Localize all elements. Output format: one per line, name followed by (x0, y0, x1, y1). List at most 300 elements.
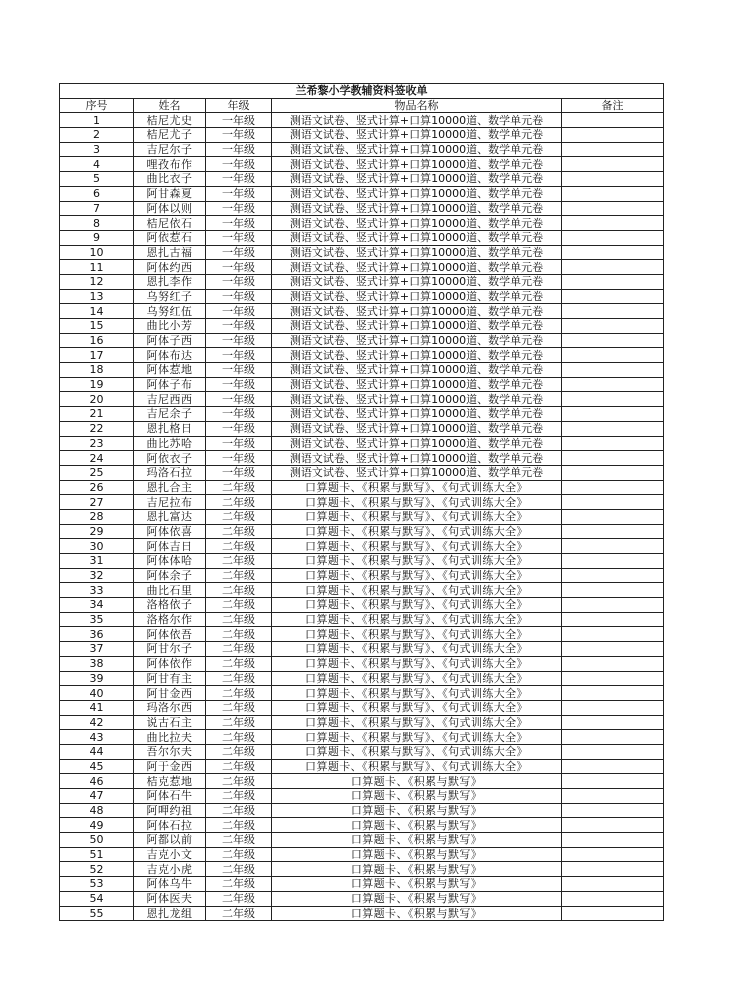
table-row (60, 465, 664, 480)
row-items: 口算题卡、《积累与默写》、《句式训练大全》 (272, 568, 562, 583)
row-remark (562, 568, 664, 583)
row-grade: 二年级 (206, 818, 272, 833)
row-items: 测语文试卷、竖式计算+口算10000道、数学单元卷 (272, 319, 562, 334)
table-row (60, 392, 664, 407)
row-remark (562, 392, 664, 407)
row-items: 口算题卡、《积累与默写》、《句式训练大全》 (272, 480, 562, 495)
row-grade: 二年级 (206, 803, 272, 818)
table-row (60, 759, 664, 774)
row-items: 口算题卡、《积累与默写》、《句式训练大全》 (272, 671, 562, 686)
table-row (60, 172, 664, 187)
row-grade: 一年级 (206, 421, 272, 436)
row-student-name: 乌努红子 (134, 289, 206, 304)
row-items: 测语文试卷、竖式计算+口算10000道、数学单元卷 (272, 377, 562, 392)
row-number: 44 (60, 744, 134, 759)
row-remark (562, 274, 664, 289)
row-items: 口算题卡、《积累与默写》、《句式训练大全》 (272, 730, 562, 745)
row-number: 35 (60, 612, 134, 627)
row-grade: 一年级 (206, 465, 272, 480)
row-remark (562, 700, 664, 715)
row-items: 测语文试卷、竖式计算+口算10000道、数学单元卷 (272, 333, 562, 348)
row-number: 37 (60, 642, 134, 657)
row-number: 36 (60, 627, 134, 642)
row-number: 8 (60, 216, 134, 231)
row-student-name: 阿于金西 (134, 759, 206, 774)
row-student-name: 阿体依作 (134, 656, 206, 671)
row-grade: 二年级 (206, 730, 272, 745)
row-number: 15 (60, 319, 134, 334)
row-number: 50 (60, 833, 134, 848)
row-grade: 一年级 (206, 142, 272, 157)
row-number: 26 (60, 480, 134, 495)
row-remark (562, 245, 664, 260)
table-row (60, 847, 664, 862)
table-row (60, 730, 664, 745)
row-remark (562, 686, 664, 701)
table-row (60, 744, 664, 759)
row-remark (562, 891, 664, 906)
table-row (60, 554, 664, 569)
row-items: 测语文试卷、竖式计算+口算10000道、数学单元卷 (272, 157, 562, 172)
row-items: 口算题卡、《积累与默写》、《句式训练大全》 (272, 598, 562, 613)
row-grade: 二年级 (206, 774, 272, 789)
table-row (60, 319, 664, 334)
row-remark (562, 495, 664, 510)
row-student-name: 阿体依喜 (134, 524, 206, 539)
row-grade: 二年级 (206, 568, 272, 583)
table-row (60, 128, 664, 143)
row-number: 55 (60, 906, 134, 921)
row-remark (562, 583, 664, 598)
row-student-name: 桔克惹地 (134, 774, 206, 789)
row-number: 5 (60, 172, 134, 187)
row-number: 3 (60, 142, 134, 157)
table-row (60, 862, 664, 877)
row-number: 7 (60, 201, 134, 216)
row-items: 口算题卡、《积累与默写》 (272, 833, 562, 848)
table-row (60, 407, 664, 422)
row-remark (562, 803, 664, 818)
row-student-name: 洛格尔作 (134, 612, 206, 627)
row-number: 46 (60, 774, 134, 789)
row-number: 33 (60, 583, 134, 598)
row-items: 测语文试卷、竖式计算+口算10000道、数学单元卷 (272, 260, 562, 275)
row-number: 32 (60, 568, 134, 583)
row-student-name: 吾尔尔夫 (134, 744, 206, 759)
row-grade: 一年级 (206, 348, 272, 363)
row-student-name: 阿体子布 (134, 377, 206, 392)
row-remark (562, 789, 664, 804)
table-row (60, 568, 664, 583)
row-grade: 二年级 (206, 891, 272, 906)
row-remark (562, 186, 664, 201)
row-remark (562, 906, 664, 921)
row-student-name: 阿体以则 (134, 201, 206, 216)
table-row (60, 436, 664, 451)
row-grade: 一年级 (206, 172, 272, 187)
row-student-name: 阿体布达 (134, 348, 206, 363)
table-row (60, 260, 664, 275)
row-student-name: 曲比苏哈 (134, 436, 206, 451)
table-row (60, 686, 664, 701)
row-student-name: 阿体乌牛 (134, 877, 206, 892)
row-grade: 一年级 (206, 436, 272, 451)
row-items: 测语文试卷、竖式计算+口算10000道、数学单元卷 (272, 230, 562, 245)
row-grade: 二年级 (206, 583, 272, 598)
row-items: 测语文试卷、竖式计算+口算10000道、数学单元卷 (272, 451, 562, 466)
row-grade: 二年级 (206, 833, 272, 848)
row-grade: 一年级 (206, 113, 272, 128)
row-items: 口算题卡、《积累与默写》、《句式训练大全》 (272, 642, 562, 657)
row-number: 52 (60, 862, 134, 877)
row-remark (562, 642, 664, 657)
row-student-name: 阿体石牛 (134, 789, 206, 804)
row-grade: 二年级 (206, 686, 272, 701)
row-remark (562, 377, 664, 392)
row-items: 口算题卡、《积累与默写》、《句式训练大全》 (272, 583, 562, 598)
row-number: 29 (60, 524, 134, 539)
row-items: 测语文试卷、竖式计算+口算10000道、数学单元卷 (272, 186, 562, 201)
row-remark (562, 759, 664, 774)
row-items: 口算题卡、《积累与默写》、《句式训练大全》 (272, 554, 562, 569)
row-grade: 二年级 (206, 642, 272, 657)
row-items: 测语文试卷、竖式计算+口算10000道、数学单元卷 (272, 421, 562, 436)
row-items: 口算题卡、《积累与默写》 (272, 789, 562, 804)
table-row (60, 539, 664, 554)
header-remark: 备注 (562, 98, 664, 113)
row-remark (562, 774, 664, 789)
row-remark (562, 230, 664, 245)
table-row (60, 377, 664, 392)
row-student-name: 阿甘尔子 (134, 642, 206, 657)
row-items: 口算题卡、《积累与默写》、《句式训练大全》 (272, 495, 562, 510)
table-row (60, 789, 664, 804)
row-number: 14 (60, 304, 134, 319)
table-row (60, 700, 664, 715)
row-grade: 二年级 (206, 877, 272, 892)
row-number: 18 (60, 363, 134, 378)
table-row (60, 157, 664, 172)
row-items: 口算题卡、《积累与默写》、《句式训练大全》 (272, 524, 562, 539)
row-number: 10 (60, 245, 134, 260)
row-items: 测语文试卷、竖式计算+口算10000道、数学单元卷 (272, 128, 562, 143)
row-items: 口算题卡、《积累与默写》、《句式训练大全》 (272, 656, 562, 671)
row-number: 21 (60, 407, 134, 422)
row-grade: 二年级 (206, 759, 272, 774)
row-items: 口算题卡、《积累与默写》、《句式训练大全》 (272, 715, 562, 730)
row-student-name: 阿体医夫 (134, 891, 206, 906)
row-student-name: 恩扎合主 (134, 480, 206, 495)
row-grade: 二年级 (206, 847, 272, 862)
row-student-name: 阿都以前 (134, 833, 206, 848)
row-number: 31 (60, 554, 134, 569)
table-row (60, 245, 664, 260)
row-items: 口算题卡、《积累与默写》、《句式训练大全》 (272, 759, 562, 774)
row-items: 口算题卡、《积累与默写》 (272, 877, 562, 892)
row-number: 1 (60, 113, 134, 128)
row-number: 39 (60, 671, 134, 686)
row-number: 25 (60, 465, 134, 480)
row-remark (562, 319, 664, 334)
row-remark (562, 612, 664, 627)
row-grade: 一年级 (206, 363, 272, 378)
row-remark (562, 172, 664, 187)
row-grade: 二年级 (206, 862, 272, 877)
row-remark (562, 554, 664, 569)
row-grade: 一年级 (206, 128, 272, 143)
row-items: 测语文试卷、竖式计算+口算10000道、数学单元卷 (272, 348, 562, 363)
row-items: 测语文试卷、竖式计算+口算10000道、数学单元卷 (272, 274, 562, 289)
table-row (60, 656, 664, 671)
row-remark (562, 113, 664, 128)
table-row (60, 612, 664, 627)
table-row (60, 877, 664, 892)
row-remark (562, 304, 664, 319)
table-row (60, 142, 664, 157)
sheet-title: 兰希黎小学教辅资料签收单 (60, 84, 664, 99)
row-student-name: 阿甘森夏 (134, 186, 206, 201)
row-grade: 一年级 (206, 451, 272, 466)
row-student-name: 吉尼西西 (134, 392, 206, 407)
row-grade: 一年级 (206, 245, 272, 260)
row-student-name: 阿依衣子 (134, 451, 206, 466)
row-grade: 二年级 (206, 612, 272, 627)
row-student-name: 阿甘有主 (134, 671, 206, 686)
row-number: 17 (60, 348, 134, 363)
row-student-name: 阿体惹地 (134, 363, 206, 378)
row-items: 口算题卡、《积累与默写》、《句式训练大全》 (272, 539, 562, 554)
table-row (60, 274, 664, 289)
row-remark (562, 818, 664, 833)
row-grade: 二年级 (206, 509, 272, 524)
row-number: 6 (60, 186, 134, 201)
row-remark (562, 260, 664, 275)
row-grade: 二年级 (206, 715, 272, 730)
table-row (60, 304, 664, 319)
row-remark (562, 671, 664, 686)
row-items: 口算题卡、《积累与默写》 (272, 818, 562, 833)
row-student-name: 恩扎格日 (134, 421, 206, 436)
row-remark (562, 598, 664, 613)
row-items: 口算题卡、《积累与默写》 (272, 862, 562, 877)
row-number: 54 (60, 891, 134, 906)
row-student-name: 曲比拉夫 (134, 730, 206, 745)
row-grade: 一年级 (206, 289, 272, 304)
row-student-name: 恩扎龙组 (134, 906, 206, 921)
row-grade: 一年级 (206, 407, 272, 422)
row-remark (562, 142, 664, 157)
row-number: 28 (60, 509, 134, 524)
row-grade: 一年级 (206, 333, 272, 348)
row-items: 口算题卡、《积累与默写》、《句式训练大全》 (272, 612, 562, 627)
table-row (60, 363, 664, 378)
table-row (60, 671, 664, 686)
row-remark (562, 289, 664, 304)
table-row (60, 333, 664, 348)
row-items: 测语文试卷、竖式计算+口算10000道、数学单元卷 (272, 216, 562, 231)
row-grade: 一年级 (206, 260, 272, 275)
row-number: 49 (60, 818, 134, 833)
row-student-name: 阿体体哈 (134, 554, 206, 569)
row-remark (562, 480, 664, 495)
row-items: 口算题卡、《积累与默写》 (272, 774, 562, 789)
row-student-name: 恩扎古福 (134, 245, 206, 260)
table-row (60, 583, 664, 598)
table-row (60, 803, 664, 818)
row-grade: 一年级 (206, 216, 272, 231)
row-student-name: 阿呷约祖 (134, 803, 206, 818)
row-grade: 二年级 (206, 539, 272, 554)
row-remark (562, 715, 664, 730)
row-items: 测语文试卷、竖式计算+口算10000道、数学单元卷 (272, 304, 562, 319)
table-row (60, 774, 664, 789)
row-student-name: 吉尼拉布 (134, 495, 206, 510)
row-items: 口算题卡、《积累与默写》、《句式训练大全》 (272, 744, 562, 759)
row-student-name: 曲比小芳 (134, 319, 206, 334)
row-remark (562, 656, 664, 671)
row-grade: 二年级 (206, 656, 272, 671)
row-number: 45 (60, 759, 134, 774)
row-remark (562, 465, 664, 480)
row-number: 11 (60, 260, 134, 275)
row-student-name: 桔尼尤史 (134, 113, 206, 128)
row-number: 2 (60, 128, 134, 143)
row-student-name: 恩扎富达 (134, 509, 206, 524)
row-remark (562, 539, 664, 554)
row-student-name: 吉尼尔子 (134, 142, 206, 157)
row-remark (562, 201, 664, 216)
row-grade: 二年级 (206, 789, 272, 804)
row-student-name: 阿甘金西 (134, 686, 206, 701)
row-student-name: 阿依惹石 (134, 230, 206, 245)
row-grade: 二年级 (206, 598, 272, 613)
table-row (60, 289, 664, 304)
row-remark (562, 348, 664, 363)
table-row (60, 201, 664, 216)
row-grade: 一年级 (206, 377, 272, 392)
row-student-name: 曲比石里 (134, 583, 206, 598)
row-number: 38 (60, 656, 134, 671)
table-row (60, 186, 664, 201)
table-row (60, 906, 664, 921)
header-name: 姓名 (134, 98, 206, 113)
table-row (60, 348, 664, 363)
row-remark (562, 436, 664, 451)
table-row (60, 833, 664, 848)
row-grade: 二年级 (206, 700, 272, 715)
row-remark (562, 833, 664, 848)
row-grade: 二年级 (206, 524, 272, 539)
row-items: 测语文试卷、竖式计算+口算10000道、数学单元卷 (272, 392, 562, 407)
row-student-name: 阿体约西 (134, 260, 206, 275)
table-row (60, 216, 664, 231)
table-row (60, 509, 664, 524)
row-remark (562, 128, 664, 143)
table-row (60, 715, 664, 730)
row-remark (562, 877, 664, 892)
row-items: 口算题卡、《积累与默写》、《句式训练大全》 (272, 686, 562, 701)
row-grade: 二年级 (206, 627, 272, 642)
row-number: 20 (60, 392, 134, 407)
row-grade: 二年级 (206, 744, 272, 759)
row-number: 24 (60, 451, 134, 466)
row-remark (562, 157, 664, 172)
row-items: 口算题卡、《积累与默写》 (272, 906, 562, 921)
row-items: 口算题卡、《积累与默写》 (272, 803, 562, 818)
row-number: 16 (60, 333, 134, 348)
row-items: 口算题卡、《积累与默写》、《句式训练大全》 (272, 509, 562, 524)
row-number: 27 (60, 495, 134, 510)
row-grade: 一年级 (206, 392, 272, 407)
table-row (60, 891, 664, 906)
row-number: 53 (60, 877, 134, 892)
row-remark (562, 421, 664, 436)
table-body (60, 113, 664, 921)
sign-off-table (59, 83, 664, 921)
row-student-name: 吉尼余子 (134, 407, 206, 422)
row-student-name: 阿体吉日 (134, 539, 206, 554)
row-items: 测语文试卷、竖式计算+口算10000道、数学单元卷 (272, 363, 562, 378)
row-student-name: 阿体依吾 (134, 627, 206, 642)
table-row (60, 480, 664, 495)
row-remark (562, 451, 664, 466)
row-grade: 一年级 (206, 186, 272, 201)
row-number: 30 (60, 539, 134, 554)
row-remark (562, 627, 664, 642)
row-student-name: 桔尼尤子 (134, 128, 206, 143)
row-items: 口算题卡、《积累与默写》、《句式训练大全》 (272, 700, 562, 715)
row-remark (562, 407, 664, 422)
row-student-name: 恩扎李作 (134, 274, 206, 289)
row-student-name: 阿体子西 (134, 333, 206, 348)
table-row (60, 495, 664, 510)
row-student-name: 乌努红伍 (134, 304, 206, 319)
row-number: 19 (60, 377, 134, 392)
row-number: 47 (60, 789, 134, 804)
row-grade: 二年级 (206, 495, 272, 510)
row-remark (562, 730, 664, 745)
row-items: 测语文试卷、竖式计算+口算10000道、数学单元卷 (272, 245, 562, 260)
row-items: 口算题卡、《积累与默写》、《句式训练大全》 (272, 627, 562, 642)
row-grade: 一年级 (206, 201, 272, 216)
row-remark (562, 333, 664, 348)
row-number: 22 (60, 421, 134, 436)
row-number: 51 (60, 847, 134, 862)
row-grade: 一年级 (206, 157, 272, 172)
row-student-name: 说古石主 (134, 715, 206, 730)
row-items: 口算题卡、《积累与默写》 (272, 891, 562, 906)
row-grade: 二年级 (206, 480, 272, 495)
row-remark (562, 847, 664, 862)
table-row (60, 642, 664, 657)
table-row (60, 113, 664, 128)
row-number: 42 (60, 715, 134, 730)
row-student-name: 洛格依子 (134, 598, 206, 613)
row-student-name: 玛洛尔西 (134, 700, 206, 715)
table-row (60, 627, 664, 642)
row-grade: 二年级 (206, 554, 272, 569)
row-number: 13 (60, 289, 134, 304)
row-items: 测语文试卷、竖式计算+口算10000道、数学单元卷 (272, 172, 562, 187)
row-remark (562, 862, 664, 877)
header-no: 序号 (60, 98, 134, 113)
row-number: 4 (60, 157, 134, 172)
row-student-name: 阿体余子 (134, 568, 206, 583)
table-row (60, 230, 664, 245)
row-number: 12 (60, 274, 134, 289)
row-remark (562, 744, 664, 759)
row-items: 测语文试卷、竖式计算+口算10000道、数学单元卷 (272, 142, 562, 157)
